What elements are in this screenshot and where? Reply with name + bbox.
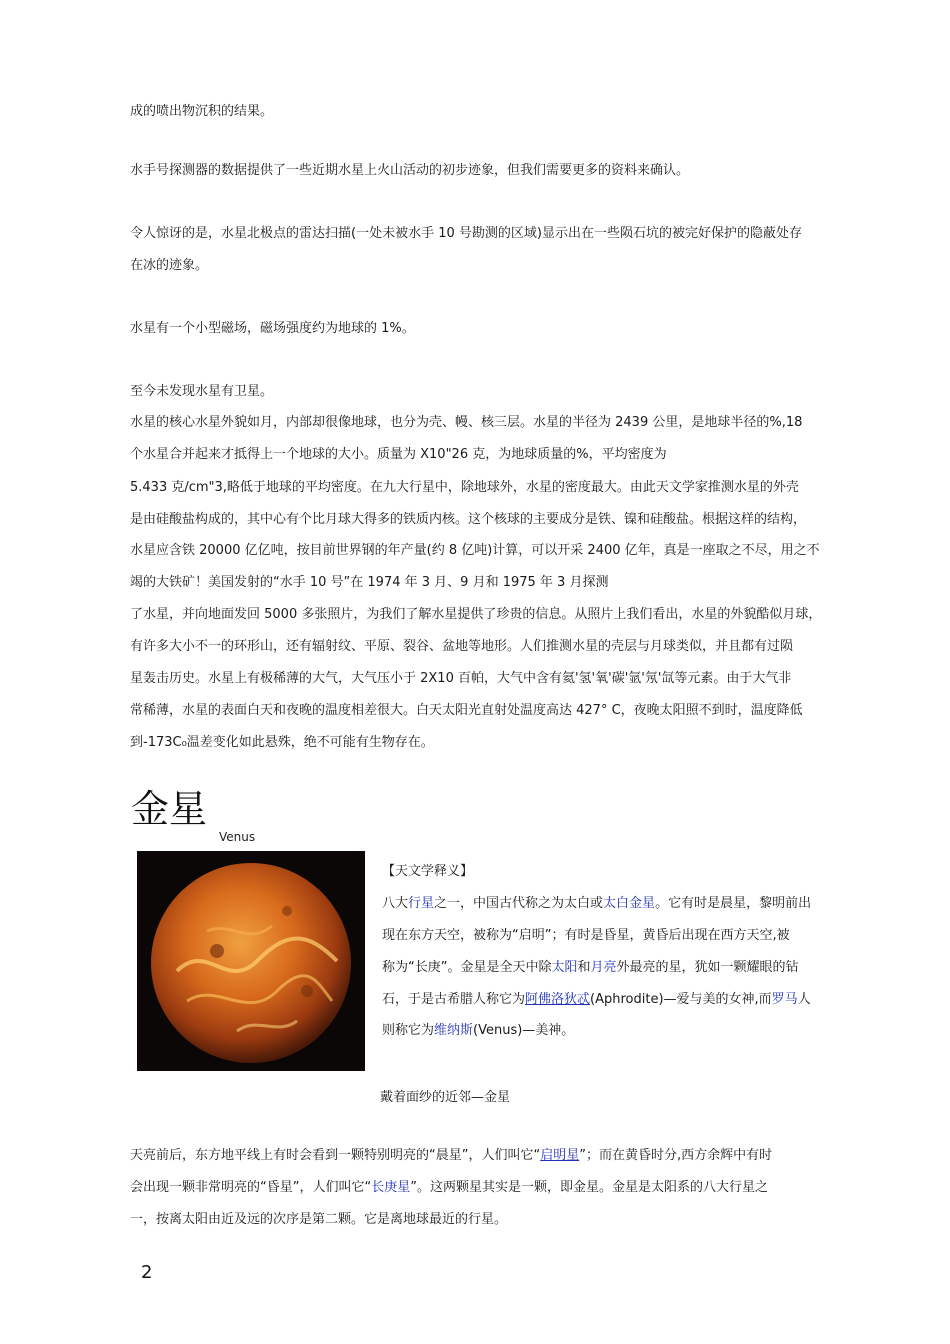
- text: ”。这两颗星其实是一颗，即金星。金星是太阳系的八大行星之: [410, 1180, 768, 1195]
- text-line: 了水星，并向地面发回 5000 多张照片，为我们了解水星提供了珍贵的信息。从照片上我们看出，水星的外貌酷似月球，: [130, 607, 822, 622]
- text: 人: [797, 992, 811, 1007]
- link-taibai-jinxing[interactable]: 太白金星: [603, 896, 656, 911]
- text-line: 常稀薄，水星的表面白天和夜晚的温度相差很大。白天太阳光直射处温度高达 427° C，夜晚太阳照不到时，温度降低: [130, 703, 803, 718]
- text: 八大: [382, 896, 409, 911]
- venus-para-line: 一，按离太阳由近及远的次序是第二颗。它是离地球最近的行星。: [130, 1212, 508, 1227]
- venus-para-line: [130, 1180, 768, 1196]
- page-number: 2: [141, 1262, 153, 1283]
- link-moon[interactable]: 月亮: [590, 960, 617, 975]
- link-qimingxing[interactable]: 启明星: [540, 1148, 580, 1163]
- link-planet[interactable]: 行星: [408, 896, 435, 911]
- text: (Aphrodite)—爱与美的女神,而: [590, 992, 772, 1007]
- text-line: 到-173C₀温差变化如此悬殊，绝不可能有生物存在。: [130, 735, 434, 750]
- text: 则称它为: [382, 1023, 435, 1038]
- venus-desc-line: 现在东方天空，被称为“启明”；有时是昏星，黄昏后出现在西方天空,被: [382, 928, 790, 943]
- text: (Venus)—美神。: [473, 1023, 575, 1038]
- paragraph-eruption: 成的喷出物沉积的结果。: [130, 104, 274, 119]
- image-caption: 戴着面纱的近邻—金星: [380, 1090, 511, 1105]
- text-line: 是由硅酸盐构成的，其中心有个比月球大得多的铁质内核。这个核球的主要成分是铁、镍和硅酸盐。根据这样的结构，: [130, 512, 807, 527]
- text: 。它有时是晨星，黎明前出: [655, 896, 812, 911]
- venus-image: [137, 851, 365, 1071]
- text-line: 个水星合并起来才抵得上一个地球的大小。质量为 X10"26 克，为地球质量的%，平均密度为: [130, 447, 667, 462]
- paragraph-magnetic-field: 水星有一个小型磁场，磁场强度约为地球的 1%。: [130, 321, 415, 336]
- link-rome[interactable]: 罗马: [771, 992, 798, 1007]
- text-line: 水星应含铁 20000 亿亿吨，按目前世界钢的年产量(约 8 亿吨)计算，可以开采 2400 亿年，真是一座取之不尽，用之不: [130, 543, 820, 558]
- text: 天亮前后，东方地平线上有时会看到一颗特别明亮的“晨星”，人们叫它“: [130, 1148, 541, 1163]
- venus-desc-line: [382, 960, 799, 976]
- text: 会出现一颗非常明亮的“昏星”，人们叫它“: [130, 1180, 372, 1195]
- text: 之一，中国古代称之为太白或: [434, 896, 604, 911]
- text-line: 有许多大小不一的环形山，还有辐射纹、平原、裂谷、盆地等地形。人们推测水星的壳层与月球类似，并且都有过陨: [130, 639, 794, 654]
- venus-desc-line: [382, 1023, 574, 1039]
- venus-para-line: [130, 1148, 772, 1164]
- link-aphrodite[interactable]: 阿佛洛狄忒: [525, 992, 591, 1007]
- text: 和: [577, 960, 591, 975]
- text-line: 5.433 克/cm"3,略低于地球的平均密度。在九大行星中，除地球外，水星的密度最大。由此天文学家推测水星的外壳: [130, 480, 799, 495]
- text: 称为“长庚”。金星是全天中除: [382, 960, 552, 975]
- paragraph-ice-l2: 在冰的迹象。: [130, 258, 209, 273]
- paragraph-no-satellite: 至今未发现水星有卫星。: [130, 384, 274, 399]
- venus-desc-line: [382, 896, 811, 912]
- text-line: 水星的核心水星外貌如月，内部却很像地球，也分为壳、幔、核三层。水星的半径为 2439 公里，是地球半径的%,18: [130, 415, 803, 430]
- venus-title: 金星: [131, 787, 208, 831]
- venus-subtitle: Venus: [219, 830, 256, 844]
- text: 外最亮的星，犹如一颗耀眼的钻: [616, 960, 799, 975]
- text: ”；而在黄昏时分,西方余辉中有时: [579, 1148, 773, 1163]
- venus-desc-line: [382, 992, 811, 1008]
- link-sun[interactable]: 太阳: [551, 960, 578, 975]
- paragraph-ice-l1: 令人惊讶的是，水星北极点的雷达扫描(一处未被水手 10 号勘测的区域)显示出在一些陨石坑的被完好保护的隐蔽处存: [130, 226, 802, 241]
- paragraph-mariner-data: 水手号探测器的数据提供了一些近期水星上火山活动的初步迹象，但我们需要更多的资料来确认。: [130, 163, 690, 178]
- link-venus[interactable]: 维纳斯: [434, 1023, 474, 1038]
- text-line: 星轰击历史。水星上有极稀薄的大气，大气压小于 2X10 百帕，大气中含有氦'氢'氧'碳'氩'氖'氙等元素。由于大气非: [130, 671, 792, 686]
- text: 石，于是古希腊人称它为: [382, 992, 526, 1007]
- astronomy-label: 【天文学释义】: [382, 864, 474, 879]
- text-line: 竭的大铁矿！美国发射的“水手 10 号”在 1974 年 3 月、9 月和 1975 年 3 月探测: [130, 575, 609, 590]
- link-changgengxing[interactable]: 长庚星: [371, 1180, 411, 1195]
